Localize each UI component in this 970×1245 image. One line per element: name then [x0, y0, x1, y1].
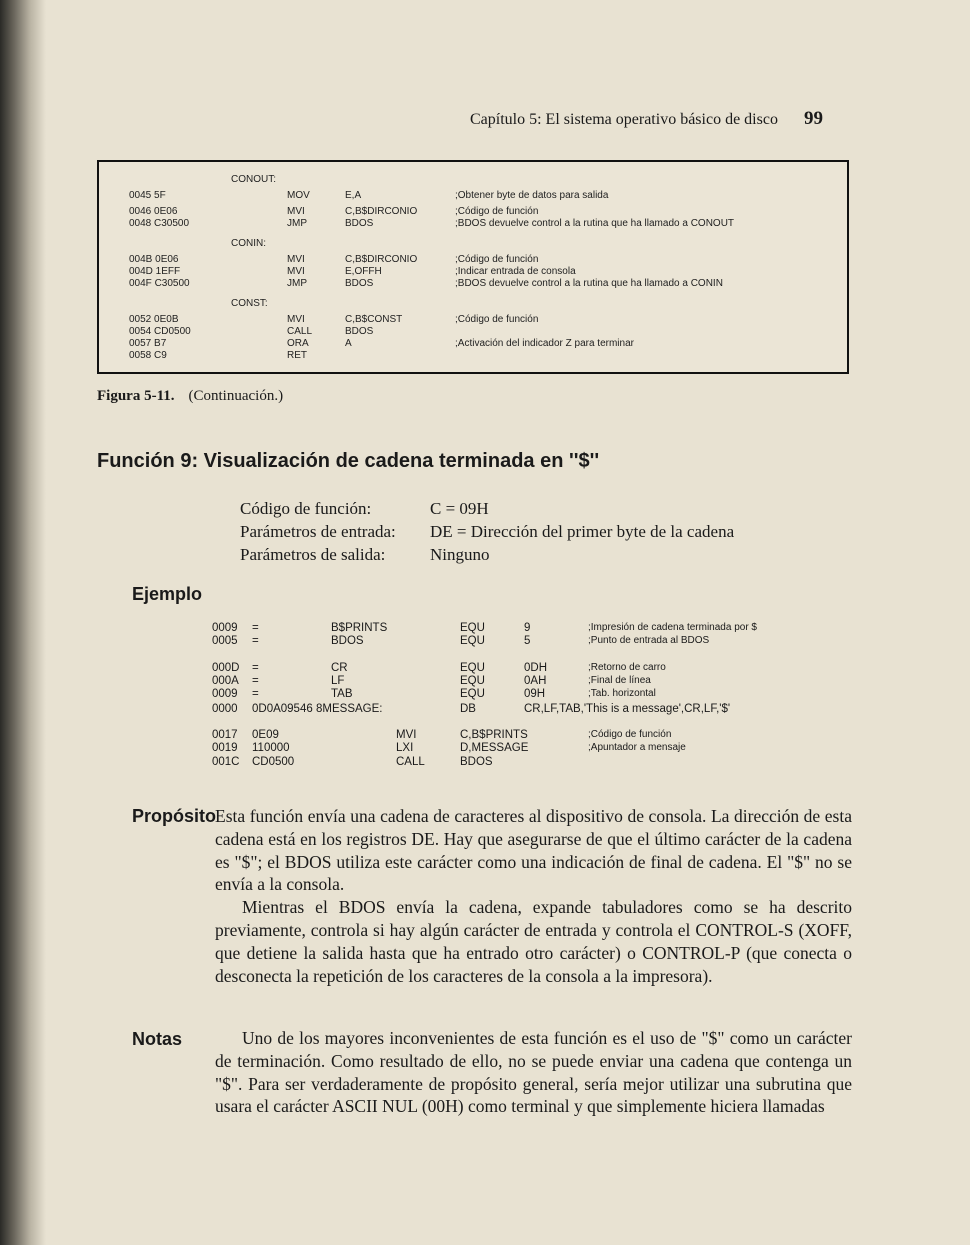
- listing-label: CONIN:: [231, 238, 266, 249]
- listing-comment: ;BDOS devuelve control a la rutina que ha llamado a CONOUT: [455, 218, 735, 229]
- listing-op: RET: [287, 350, 307, 361]
- listing-addr: 004B 0E06: [129, 254, 179, 265]
- purpose-text: [215, 805, 852, 987]
- example-a: 0009: [212, 688, 238, 700]
- listing-comment: ;Activación del indicador Z para terminar: [455, 338, 634, 349]
- example-arg: 5: [524, 635, 531, 647]
- listing-op: MVI: [287, 254, 305, 265]
- listing-addr: 004D 1EFF: [129, 266, 181, 277]
- example-a: 000D: [212, 662, 240, 674]
- example-b: =: [252, 688, 259, 700]
- example-b: 0D0A09546: [252, 703, 313, 715]
- notes-text: [215, 1027, 852, 1118]
- example-op: LXI: [396, 742, 414, 754]
- example-label: BDOS: [331, 635, 364, 647]
- example-a: 0019: [212, 742, 238, 754]
- example-a: 0000: [212, 703, 238, 715]
- example-dir: EQU: [460, 688, 485, 700]
- example-b: =: [252, 622, 259, 634]
- parameter-value: DE = Dirección del primer byte de la cadena: [430, 522, 735, 541]
- listing-op: MVI: [287, 206, 305, 217]
- example-b: =: [252, 662, 259, 674]
- running-title: Capítulo 5: El sistema operativo básico de disco: [470, 111, 778, 128]
- parameter-value: C = 09H: [430, 499, 489, 518]
- example-dir: EQU: [460, 675, 485, 687]
- example-comment: ;Código de función: [588, 729, 672, 740]
- binding-shadow: [0, 0, 46, 1245]
- example-op: MVI: [396, 729, 417, 741]
- listing-arg: E,OFFH: [345, 266, 382, 277]
- example-dir: EQU: [460, 635, 485, 647]
- listing-op: ORA: [287, 338, 309, 349]
- example-arg: 09H: [524, 688, 546, 700]
- listing-addr: 0052 0E0B: [129, 314, 179, 325]
- example-label: Ejemplo: [132, 584, 203, 604]
- example-label: CR: [331, 662, 348, 674]
- parameter-key: Parámetros de salida:: [240, 545, 386, 564]
- listing-comment: ;BDOS devuelve control a la rutina que ha llamado a CONIN: [455, 278, 723, 289]
- example-b: 0E09: [252, 729, 279, 741]
- example-label: 8MESSAGE:: [316, 703, 383, 715]
- listing-addr: 0046 0E06: [129, 206, 178, 217]
- example-a: 0017: [212, 729, 238, 741]
- example-dir: EQU: [460, 622, 485, 634]
- example-a: 0005: [212, 635, 238, 647]
- page-number: 99: [803, 108, 823, 129]
- example-label: LF: [331, 675, 345, 687]
- listing-op: MOV: [287, 190, 310, 201]
- listing-label: CONST:: [231, 298, 268, 309]
- listing-arg: A: [345, 338, 352, 349]
- listing-label: CONOUT:: [231, 174, 276, 185]
- example-b: 110000: [252, 742, 290, 754]
- example-comment: ;Tab. horizontal: [588, 688, 656, 699]
- figure-caption: [97, 388, 283, 405]
- example-b: =: [252, 635, 259, 647]
- listing-arg: C,B$CONST: [345, 314, 403, 325]
- purpose-paragraph-1: Esta función envía una cadena de caracteres al dispositivo de consola. La dirección de esta cadena está en los registros DE. Hay que asegurarse de que el último carácter de la cadena es "$"; el BDOS utiliza este carácter como una indicación de final de cadena. El "$" no se envía a la consola.: [215, 806, 852, 895]
- listing-addr: 0048 C30500: [129, 218, 190, 229]
- listing-addr: 0058 C9: [129, 350, 167, 361]
- listing-op: JMP: [287, 278, 307, 289]
- section-title: Función 9: Visualización de cadena terminada en ''$'': [97, 450, 600, 472]
- listing-addr: 004F C30500: [129, 278, 190, 289]
- example-dir: DB: [460, 703, 476, 715]
- listing-arg: E,A: [345, 190, 362, 201]
- example-op: CALL: [396, 756, 425, 768]
- example-dir: BDOS: [460, 756, 493, 768]
- figure-label: Figura 5-11.: [97, 388, 175, 404]
- example-dir: D,MESSAGE: [460, 742, 529, 754]
- example-comment: ;Apuntador a mensaje: [588, 742, 686, 753]
- listing-arg: C,B$DIRCONIO: [345, 206, 418, 217]
- example-a: 000A: [212, 675, 239, 687]
- listing-arg: BDOS: [345, 218, 374, 229]
- listing-arg: BDOS: [345, 278, 374, 289]
- parameter-key: Código de función:: [240, 499, 372, 518]
- listing-arg: BDOS: [345, 326, 374, 337]
- example-comment: ;Final de línea: [588, 675, 651, 686]
- running-header: [470, 108, 823, 130]
- listing-comment: ;Obtener byte de datos para salida: [455, 190, 609, 201]
- parameter-row: [240, 497, 734, 520]
- purpose-paragraph-2: Mientras el BDOS envía la cadena, expande tabuladores como se ha descrito previamente, controla si hay algún carácter de entrada y controla el CONTROL-S (XOFF, que detiene la salida hasta que ha entrado otro carácter) o CONTROL-P (que conecta o desconecta la repetición de los caracteres de la consola a la impresora).: [215, 897, 852, 986]
- example-arg: 0AH: [524, 675, 547, 687]
- listing-comment: ;Código de función: [455, 206, 539, 217]
- parameter-row: [240, 543, 734, 566]
- listing-comment: ;Código de función: [455, 254, 539, 265]
- example-dir: EQU: [460, 662, 485, 674]
- example-comment: ;Punto de entrada al BDOS: [588, 635, 710, 646]
- listing-addr: 0045 5F: [129, 190, 166, 201]
- example-label: TAB: [331, 688, 353, 700]
- figure-caption-text: (Continuación.): [188, 388, 284, 404]
- example-arg: 0DH: [524, 662, 548, 674]
- example-arg: 9: [524, 622, 531, 634]
- parameter-key: Parámetros de entrada:: [240, 522, 396, 541]
- listing-op: MVI: [287, 314, 305, 325]
- parameter-value: Ninguno: [430, 545, 490, 564]
- example-arg: CR,LF,TAB,'This is a message',CR,LF,'$': [524, 703, 731, 715]
- listing-arg: C,B$DIRCONIO: [345, 254, 418, 265]
- example-b: CD0500: [252, 756, 295, 768]
- listing-op: MVI: [287, 266, 305, 277]
- example-comment: ;Impresión de cadena terminada por $: [588, 622, 757, 633]
- listing-addr: 0057 B7: [129, 338, 167, 349]
- example-a: 0009: [212, 622, 238, 634]
- example-label: B$PRINTS: [331, 622, 388, 634]
- example-comment: ;Retorno de carro: [588, 662, 666, 673]
- example-a: 001C: [212, 756, 240, 768]
- example-dir: C,B$PRINTS: [460, 729, 528, 741]
- example-b: =: [252, 675, 259, 687]
- listing-addr: 0054 CD0500: [129, 326, 191, 337]
- listing-op: CALL: [287, 326, 313, 337]
- listing-comment: ;Indicar entrada de consola: [455, 266, 576, 277]
- notes-label: Notas: [132, 1029, 183, 1049]
- listing-op: JMP: [287, 218, 307, 229]
- function-parameters: [240, 497, 734, 566]
- listing-comment: ;Código de función: [455, 314, 539, 325]
- parameter-row: [240, 520, 734, 543]
- code-listing-figure: [97, 160, 849, 374]
- purpose-label: Propósito: [132, 806, 216, 826]
- notes-paragraph-1: Uno de los mayores inconvenientes de esta función es el uso de "$" como un carácter de terminación. Como resultado de ello, no se puede enviar una cadena que contenga un "$". Para ser verdaderamente de propósito general, sería mejor utilizar una subrutina que usara el carácter ASCII NUL (00H) como terminal y que simplemente hiciera llamadas: [215, 1028, 852, 1117]
